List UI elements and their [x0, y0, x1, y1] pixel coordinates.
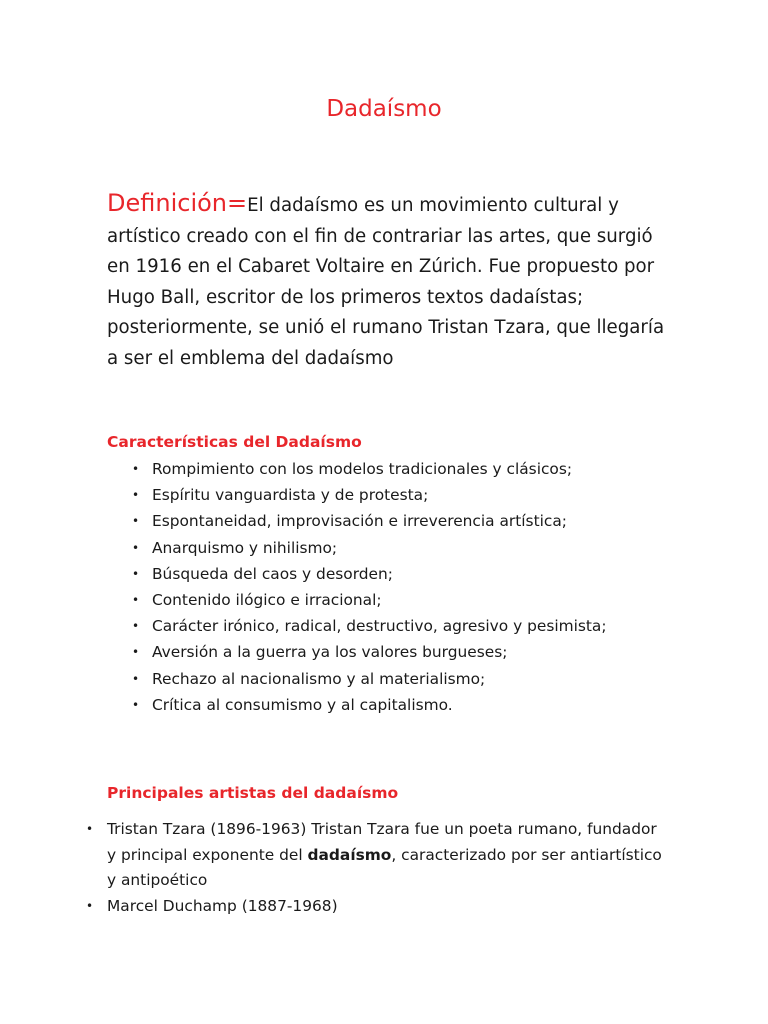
bullet-icon: • — [132, 593, 140, 608]
bullet-icon: • — [132, 619, 140, 634]
artists-heading: Principales artistas del dadaísmo — [107, 784, 399, 802]
list-item-text: Carácter irónico, radical, destructivo, agresivo y pesimista; — [152, 617, 607, 636]
characteristics-list — [0, 456, 768, 718]
artist-text: Marcel Duchamp (1887-1968) — [107, 896, 338, 915]
list-item-text: Búsqueda del caos y desorden; — [152, 564, 393, 583]
bullet-icon: • — [86, 898, 94, 913]
bullet-icon: • — [132, 645, 140, 660]
list-item — [0, 508, 768, 534]
list-item — [0, 456, 768, 482]
bullet-icon: • — [132, 566, 140, 581]
bullet-icon: • — [132, 671, 140, 686]
list-item-text: Espíritu vanguardista y de protesta; — [152, 486, 429, 505]
list-item-text: Rompimiento con los modelos tradicionales y clásicos; — [152, 460, 573, 478]
list-item — [0, 535, 768, 561]
bullet-icon: • — [86, 822, 94, 836]
bullet-icon: • — [132, 697, 140, 712]
list-item — [0, 561, 768, 587]
list-item — [0, 613, 768, 639]
bullet-icon: • — [132, 462, 140, 476]
document-title: Dadaísmo — [326, 96, 442, 122]
definition-label: Definición= — [107, 189, 248, 217]
list-item-text: Contenido ilógico e irracional; — [152, 591, 382, 610]
artist-text: Tristan Tzara (1896-1963) Tristan Tzara fue un poeta rumano, fundador y principal exponente del — [107, 820, 657, 864]
artist-bold-term: dadaísmo — [307, 845, 392, 864]
list-item — [0, 666, 768, 692]
bullet-icon: • — [132, 540, 140, 555]
bullet-icon: • — [132, 488, 140, 503]
list-item — [0, 894, 667, 920]
list-item-text: Anarquismo y nihilismo; — [152, 538, 338, 557]
list-item — [0, 692, 768, 718]
list-item — [0, 817, 667, 894]
list-item-text: Rechazo al nacionalismo y al materialismo; — [152, 669, 486, 688]
artists-list — [0, 817, 768, 919]
definition-paragraph — [107, 188, 667, 374]
characteristics-heading: Características del Dadaísmo — [107, 433, 362, 451]
definition-text: El dadaísmo es un movimiento cultural y artístico creado con el fin de contrariar las artes, que surgió en 1916 en el Cabaret Voltaire en Zúrich. Fue propuesto por Hugo Ball, escritor de los primeros textos dadaístas; posteriormente, se unió el rumano Tristan Tzara, que llegaría a ser el emblema del dadaísmo — [107, 195, 665, 369]
list-item — [0, 639, 768, 665]
list-item-text: Aversión a la guerra ya los valores burgueses; — [152, 643, 508, 662]
bullet-icon: • — [132, 514, 140, 529]
list-item-text: Espontaneidad, improvisación e irreverencia artística; — [152, 512, 567, 531]
list-item-text: Crítica al consumismo y al capitalismo. — [152, 695, 453, 714]
list-item — [0, 587, 768, 613]
artist-text-after: , caracterizado por ser antiartístico y antipoético — [107, 845, 662, 889]
list-item — [0, 482, 768, 508]
